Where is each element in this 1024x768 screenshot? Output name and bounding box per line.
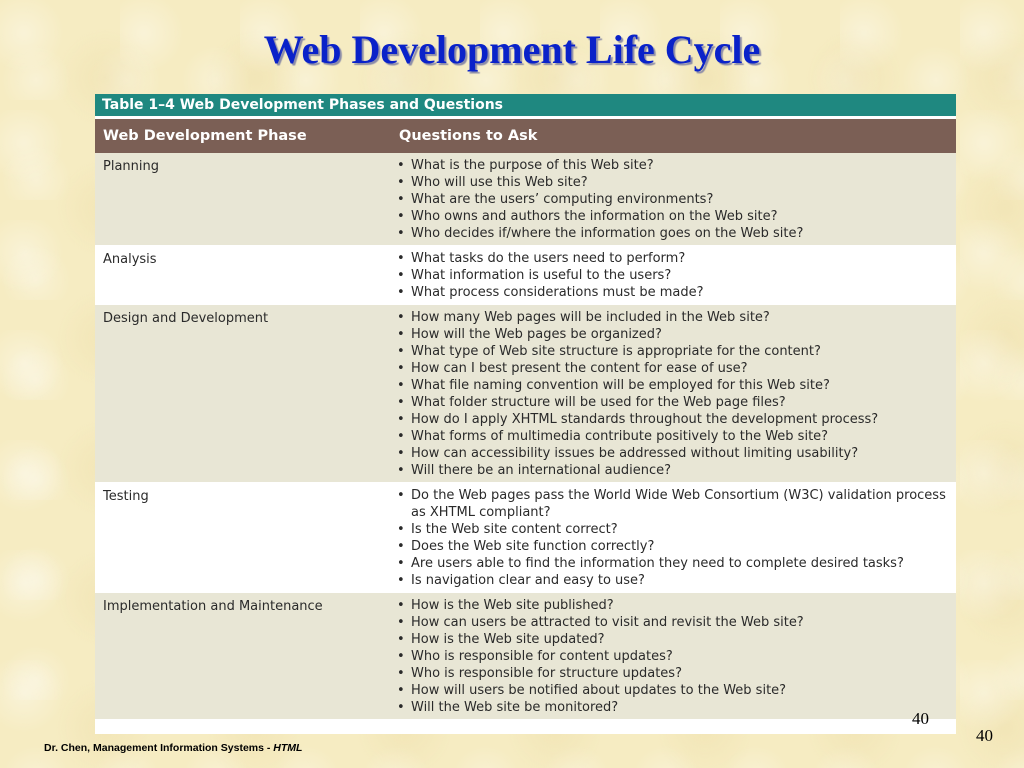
phases-table [95,94,956,734]
question-item: • Who owns and authors the information on the Web site? [391,208,956,225]
question-item: • What file naming convention will be employed for this Web site? [391,377,956,394]
question-item: • How will users be notified about updates to the Web site? [391,682,956,699]
question-item: • How can I best present the content for ease of use? [391,360,956,377]
question-item: • How can users be attracted to visit and revisit the Web site? [391,614,956,631]
question-item: • What process considerations must be made? [391,284,956,301]
question-item: • Who will use this Web site? [391,174,956,191]
phase-cell: Testing [103,489,149,504]
table-page-number: 40 [912,709,929,728]
question-item: • How many Web pages will be included in the Web site? [391,309,956,326]
questions-list [391,246,956,304]
question-item: • Does the Web site function correctly? [391,538,956,555]
question-item: • What is the purpose of this Web site? [391,157,956,174]
question-item: • How is the Web site updated? [391,631,956,648]
question-item: • What type of Web site structure is appropriate for the content? [391,343,956,360]
questions-list [391,153,956,245]
header-phase: Web Development Phase [103,128,307,144]
footer-text: Dr. Chen, Management Information Systems - [44,742,274,754]
footer-emphasis: HTML [273,742,303,754]
question-item: • What forms of multimedia contribute positively to the Web site? [391,428,956,445]
table-row [95,305,956,483]
question-item: • Do the Web pages pass the World Wide Web Consortium (W3C) validation process as XHTML compliant? [391,487,956,521]
question-item: • Who is responsible for structure updates? [391,665,956,682]
question-item: • Will there be an international audience? [391,462,956,479]
question-item: • What folder structure will be used for the Web page files? [391,394,956,411]
table-caption: Table 1–4 Web Development Phases and Questions [95,94,956,119]
header-questions: Questions to Ask [399,128,538,144]
phase-cell: Implementation and Maintenance [103,599,323,614]
slide-title: Web Development Life Cycle [263,27,761,72]
questions-list [391,483,956,592]
table-row [95,593,956,720]
question-item: • Is the Web site content correct? [391,521,956,538]
question-item: • How is the Web site published? [391,597,956,614]
table-body [95,153,956,720]
questions-list [391,593,956,719]
slide-page-number: 40 [976,726,993,745]
question-item: • What are the users’ computing environments? [391,191,956,208]
question-item: • Who is responsible for content updates? [391,648,956,665]
phase-cell: Analysis [103,252,157,267]
question-item: • What information is useful to the users? [391,267,956,284]
questions-list [391,305,956,482]
question-item: • How will the Web pages be organized? [391,326,956,343]
question-item: • How do I apply XHTML standards throughout the development process? [391,411,956,428]
question-item: • Are users able to find the information they need to complete desired tasks? [391,555,956,572]
phase-cell: Design and Development [103,311,269,326]
question-item: • How can accessibility issues be addressed without limiting usability? [391,445,956,462]
slide-footer [44,742,302,754]
table-row [95,483,956,593]
table-row [95,246,956,305]
table-row [95,153,956,246]
question-item: • Will the Web site be monitored? [391,699,956,716]
question-item: • What tasks do the users need to perform? [391,250,956,267]
question-item: • Who decides if/where the information goes on the Web site? [391,225,956,242]
question-item: • Is navigation clear and easy to use? [391,572,956,589]
table-header [95,119,956,153]
phase-cell: Planning [103,159,159,174]
